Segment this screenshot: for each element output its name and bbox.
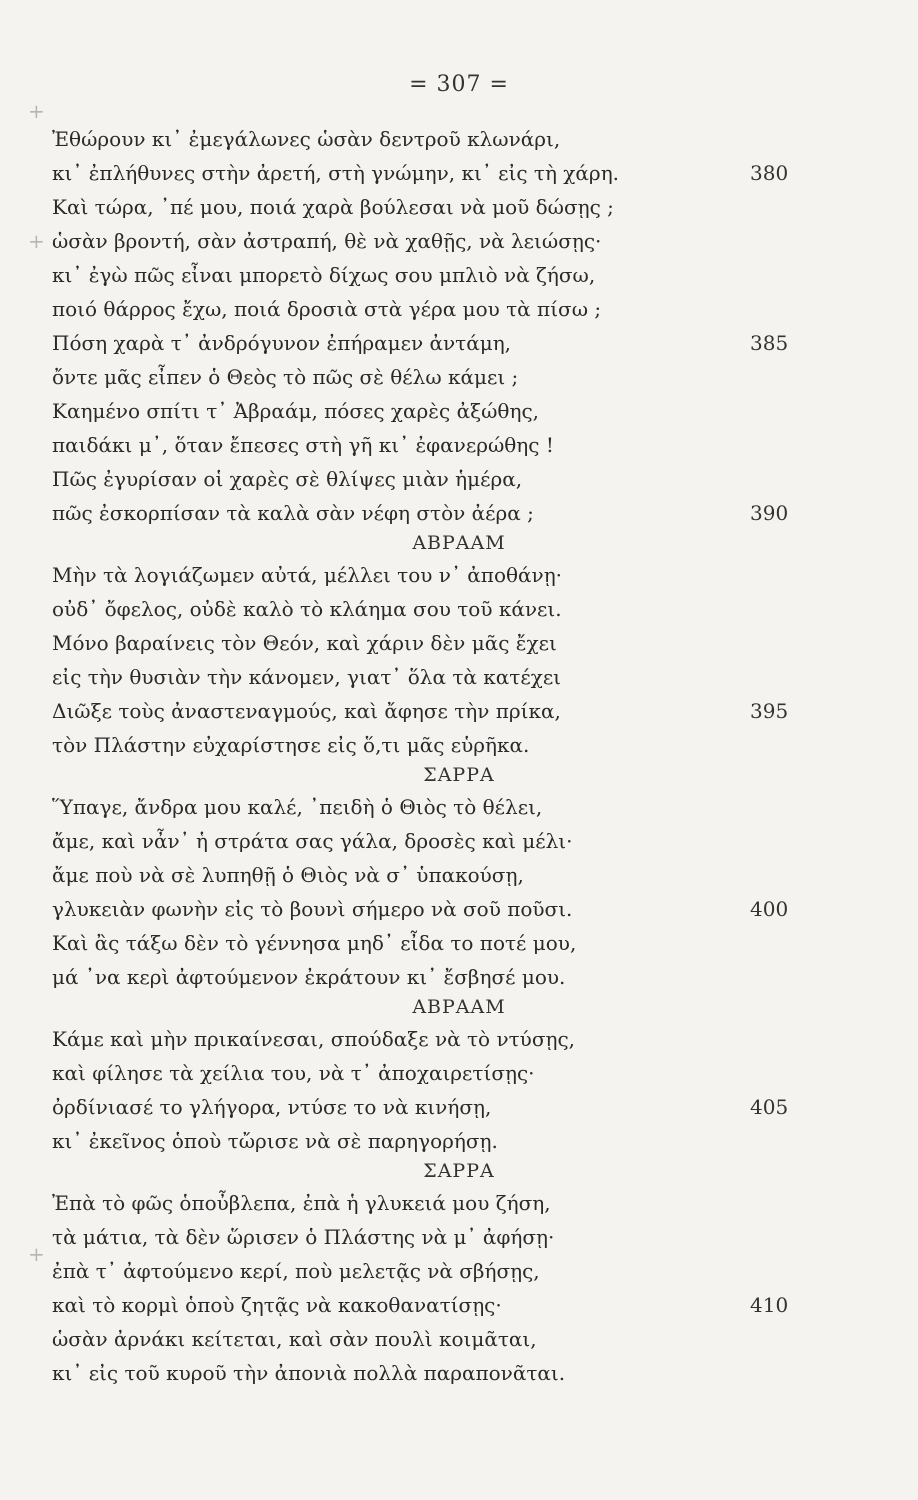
verse-line: Κάμε καὶ μὴν πρικαίνεσαι, σπούδαξε νὰ τὸ ντύσῃς, bbox=[52, 1027, 576, 1051]
line-number: 380 bbox=[750, 161, 789, 185]
speaker-heading: ΑΒΡΑΑΜ bbox=[412, 996, 506, 1018]
verse-line: παιδάκι μ᾽, ὅταν ἔπεσες στὴ γῆ κι᾽ ἐφανερώθης ! bbox=[52, 433, 554, 457]
verse-line: ὀρδίνιασέ το γλήγορα, ντύσε το νὰ κινήσῃ, bbox=[52, 1095, 492, 1119]
verse-line: ἄμε, καὶ νἆν᾽ ἡ στράτα σας γάλα, δροσὲς καὶ μέλι· bbox=[52, 829, 573, 853]
verse-line: ὄντε μᾶς εἶπεν ὁ Θεὸς τὸ πῶς σὲ θέλω κάμει ; bbox=[52, 365, 519, 389]
verse-line: κι᾽ ἐγὼ πῶς εἶναι μπορετὸ δίχως σου μπλιὸ νὰ ζήσω, bbox=[52, 263, 596, 287]
verse-line: Πόση χαρὰ τ᾽ ἀνδρόγυνον ἐπήραμεν ἀντάμη, bbox=[52, 331, 512, 355]
verse-line: κι᾽ ἐπλήθυνες στὴν ἀρετή, στὴ γνώμην, κι᾽ εἰς τὴ χάρη. bbox=[52, 161, 620, 185]
speaker-heading: ΣΑΡΡΑ bbox=[423, 764, 495, 786]
verse-line: Ὕπαγε, ἄνδρα μου καλέ, ᾽πειδὴ ὁ Θιὸς τὸ θέλει, bbox=[52, 795, 543, 819]
verse-line: ὡσὰν ἀρνάκι κείτεται, καὶ σὰν πουλὶ κοιμᾶται, bbox=[52, 1327, 537, 1351]
verse-line: πῶς ἐσκορπίσαν τὰ καλὰ σὰν νέφη στὸν ἀέρα ; bbox=[52, 501, 534, 525]
margin-pencil-mark: + bbox=[28, 99, 45, 123]
verse-line: καὶ τὸ κορμὶ ὁποὺ ζητᾷς νὰ κακοθανατίσῃς· bbox=[52, 1293, 502, 1317]
speaker-heading: ΑΒΡΑΑΜ bbox=[412, 532, 506, 554]
verse-line: γλυκειὰν φωνὴν εἰς τὸ βουνὶ σήμερο νὰ σοῦ ποῦσι. bbox=[52, 897, 573, 921]
line-number: 395 bbox=[750, 699, 789, 723]
verse-line: καὶ φίλησε τὰ χείλια του, νὰ τ᾽ ἀποχαιρετίσῃς· bbox=[52, 1061, 535, 1085]
speaker-heading: ΣΑΡΡΑ bbox=[423, 1160, 495, 1182]
verse-line: Διῶξε τοὺς ἀναστεναγμούς, καὶ ἄφησε τὴν πρίκα, bbox=[52, 699, 561, 723]
verse-line: ἐπὰ τ᾽ ἀφτούμενο κερί, ποὺ μελετᾷς νὰ σβήσῃς, bbox=[52, 1259, 540, 1283]
line-number: 405 bbox=[750, 1095, 789, 1119]
verse-line: μά ᾽να κερὶ ἀφτούμενον ἐκράτουν κι᾽ ἔσβησέ μου. bbox=[52, 965, 566, 989]
verse-line: Ἐθώρουν κι᾽ ἐμεγάλωνες ὡσὰν δεντροῦ κλωνάρι, bbox=[52, 127, 561, 151]
line-number: 400 bbox=[750, 897, 789, 921]
verse-line: ἄμε ποὺ νὰ σὲ λυπηθῇ ὁ Θιὸς νὰ σ᾽ ὑπακούσῃ, bbox=[52, 863, 524, 887]
verse-line: ὡσὰν βροντή, σὰν ἀστραπή, θὲ νὰ χαθῇς, νὰ λειώσῃς· bbox=[52, 229, 602, 253]
verse-line: τὸν Πλάστην εὐχαρίστησε εἰς ὅ,τι μᾶς εὑρῆκα. bbox=[52, 733, 530, 757]
line-number: 390 bbox=[750, 501, 789, 525]
margin-pencil-mark: + bbox=[28, 1242, 45, 1266]
verse-line: Καὶ ἂς τάξω δὲν τὸ γέννησα μηδ᾽ εἶδα το ποτέ μου, bbox=[52, 931, 577, 955]
line-number: 385 bbox=[750, 331, 789, 355]
margin-pencil-mark: + bbox=[28, 229, 45, 253]
verse-line: κι᾽ ἐκεῖνος ὁποὺ τὤρισε νὰ σὲ παρηγορήσῃ. bbox=[52, 1129, 498, 1153]
line-number: 410 bbox=[750, 1293, 789, 1317]
verse-line: εἰς τὴν θυσιὰν τὴν κάνομεν, γιατ᾽ ὅλα τὰ κατέχει bbox=[52, 665, 562, 689]
verse-line: Μὴν τὰ λογιάζωμεν αὐτά, μέλλει του ν᾽ ἀποθάνῃ· bbox=[52, 563, 563, 587]
verse-line: τὰ μάτια, τὰ δὲν ὥρισεν ὁ Πλάστης νὰ μ᾽ ἀφήσῃ· bbox=[52, 1225, 555, 1249]
page-number: = 307 = bbox=[409, 72, 509, 97]
verse-line: Ἐπὰ τὸ φῶς ὁποὖβλεπα, ἐπὰ ἡ γλυκειά μου ζήση, bbox=[52, 1191, 551, 1215]
verse-line: ποιό θάρρος ἔχω, ποιά δροσιὰ στὰ γέρα μου τὰ πίσω ; bbox=[52, 297, 602, 321]
verse-line: Πῶς ἐγυρίσαν οἱ χαρὲς σὲ θλίψες μιὰν ἡμέρα, bbox=[52, 467, 523, 491]
verse-line: Καημένο σπίτι τ᾽ Ἀβραάμ, πόσες χαρὲς ἀξώθης, bbox=[52, 399, 540, 423]
verse-line: κι᾽ εἰς τοῦ κυροῦ τὴν ἀπονιὰ πολλὰ παραπονᾶται. bbox=[52, 1361, 566, 1385]
verse-line: Μόνο βαραίνεις τὸν Θεόν, καὶ χάριν δὲν μᾶς ἔχει bbox=[52, 631, 557, 655]
verse-line: οὐδ᾽ ὄφελος, οὐδὲ καλὸ τὸ κλάημα σου τοῦ κάνει. bbox=[52, 597, 562, 621]
verse-line: Καὶ τώρα, ᾽πέ μου, ποιά χαρὰ βούλεσαι νὰ μοῦ δώσῃς ; bbox=[52, 195, 614, 219]
